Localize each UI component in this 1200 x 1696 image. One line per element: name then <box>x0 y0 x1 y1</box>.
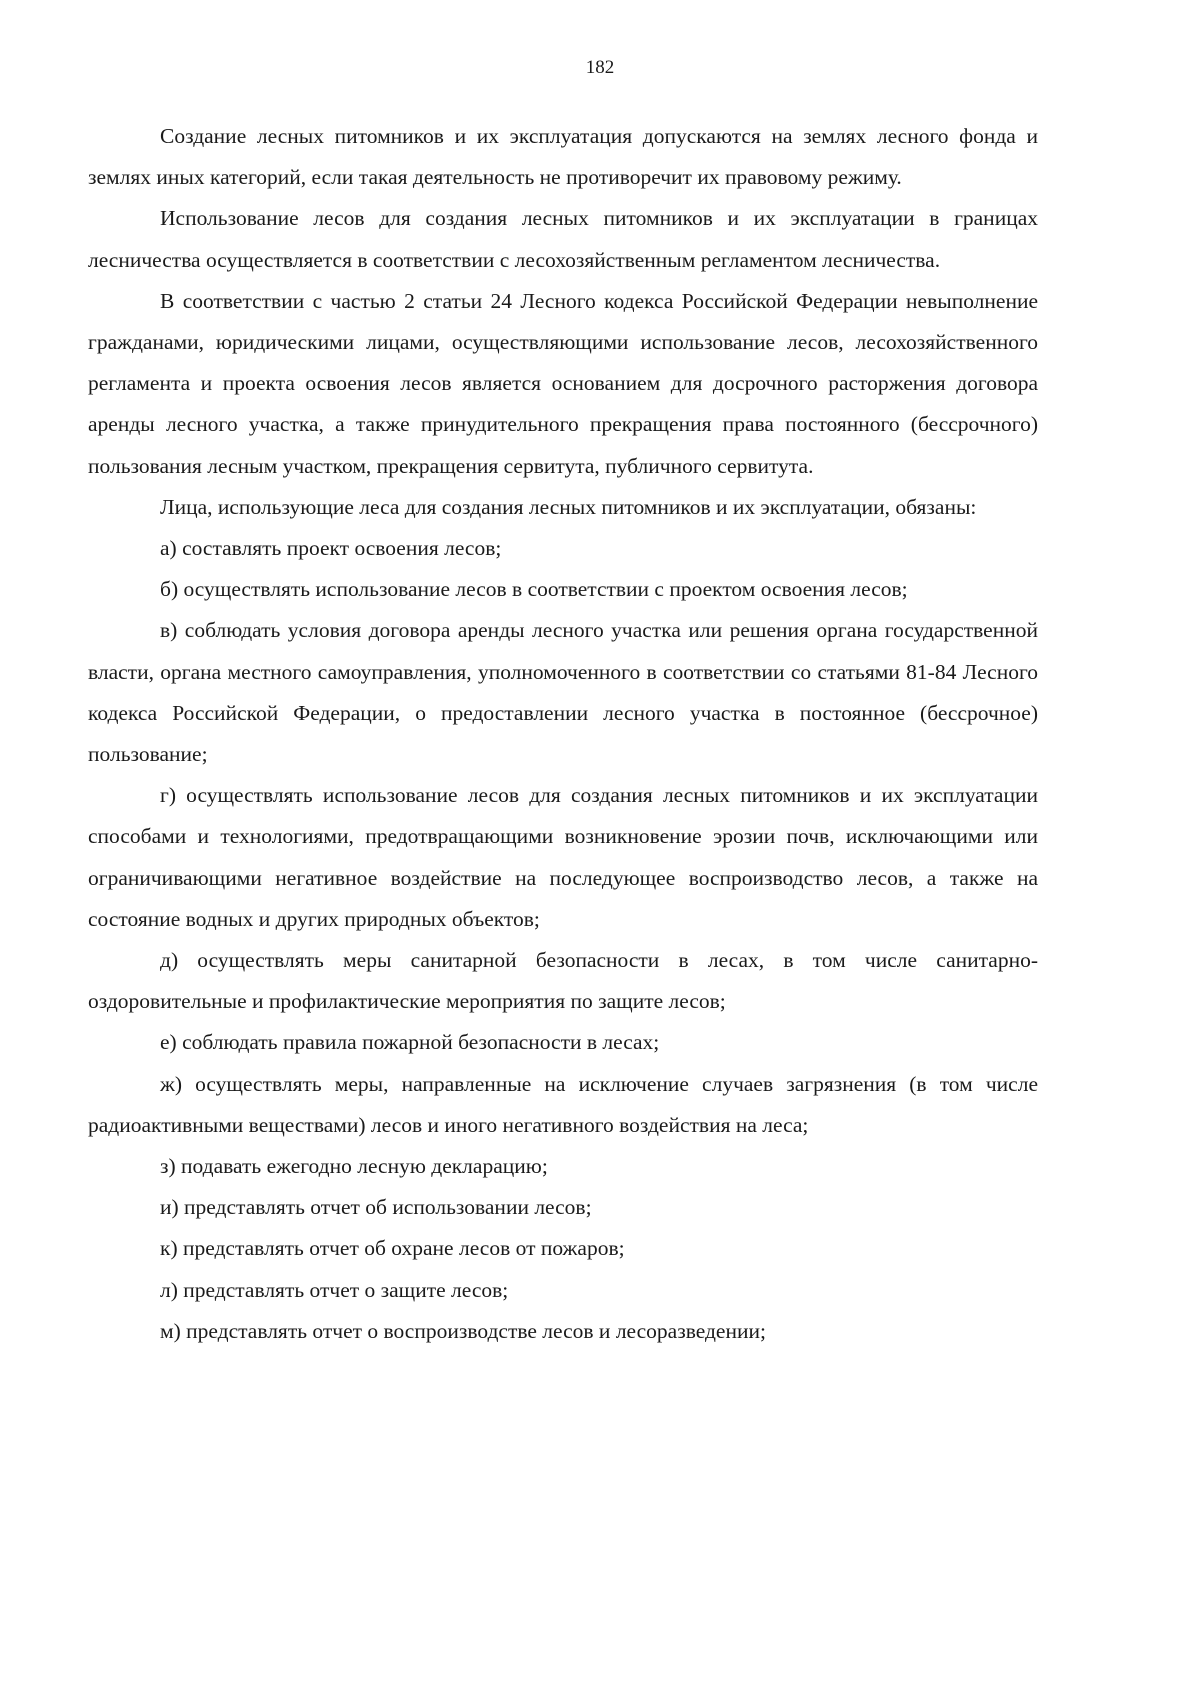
paragraph-article-24: В соответствии с частью 2 статьи 24 Лесного кодекса Российской Федерации невыполнение гражданами, юридическими лицами, осуществляющими использование лесов, лесохозяйственного регламента и проекта освоения лесов является основанием для досрочного расторжения договора аренды лесного участка, а также принудительного прекращения права постоянного (бессрочного) пользования лесным участком, прекращения сервитута, публичного сервитута. <box>88 288 1038 478</box>
list-item-zh: ж) осуществлять меры, направленные на исключение случаев загрязнения (в том числе радиоактивными веществами) лесов и иного негативного воздействия на леса; <box>88 1071 1038 1137</box>
list-item-v: в) соблюдать условия договора аренды лесного участка или решения органа государственной власти, органа местного самоуправления, уполномоченного в соответствии со статьями 81-84 Лесного кодекса Российской Федерации, о предоставлении лесного участка в постоянное (бессрочное) пользование; <box>88 618 1038 767</box>
list-item-b: б) осуществлять использование лесов в соответствии с проектом освоения лесов; <box>160 577 908 602</box>
list-item-e: е) соблюдать правила пожарной безопасности в лесах; <box>160 1030 660 1055</box>
list-item-g: г) осуществлять использование лесов для создания лесных питомников и их эксплуатации способами и технологиями, предотвращающими возникновение эрозии почв, исключающими или ограничивающими негативное воздействие на последующее воспроизводство лесов, а также на состояние водных и других природных объектов; <box>88 783 1038 931</box>
list-item-i: и) представлять отчет об использовании лесов; <box>160 1195 592 1220</box>
paragraph-forestry-regulation: Использование лесов для создания лесных питомников и их эксплуатации в границах лесничества осуществляется в соответствии с лесохозяйственным регламентом лесничества. <box>88 206 1038 272</box>
paragraph-obligations-intro: Лица, использующие леса для создания лесных питомников и их эксплуатации, обязаны: <box>160 494 977 519</box>
list-item-a: а) составлять проект освоения лесов; <box>160 536 502 561</box>
page-number: 182 <box>585 57 615 78</box>
list-item-z: з) подавать ежегодно лесную декларацию; <box>160 1154 548 1179</box>
list-item-m: м) представлять отчет о воспроизводстве лесов и лесоразведении; <box>160 1318 766 1343</box>
document-body <box>88 116 1038 1352</box>
paragraph-nursery-land: Создание лесных питомников и их эксплуатация допускаются на землях лесного фонда и землях иных категорий, если такая деятельность не противоречит их правовому режиму. <box>88 124 1038 190</box>
list-item-l: л) представлять отчет о защите лесов; <box>160 1277 509 1302</box>
list-item-d: д) осуществлять меры санитарной безопасности в лесах, в том числе санитарно-оздоровительные и профилактические мероприятия по защите лесов; <box>88 948 1038 1014</box>
list-item-k: к) представлять отчет об охране лесов от пожаров; <box>160 1236 625 1261</box>
